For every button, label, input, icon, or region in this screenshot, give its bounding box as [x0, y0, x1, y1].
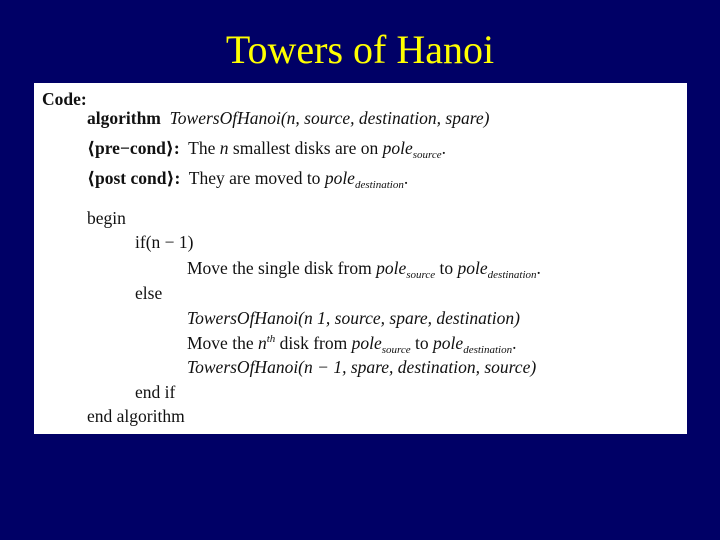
precondition-period: .	[441, 138, 447, 158]
precondition-pole: pole	[382, 138, 413, 158]
move-single-to: to	[439, 258, 454, 278]
postcondition-period: .	[403, 168, 409, 188]
move-nth-subscript-1: source	[381, 344, 411, 356]
if-condition: if(n − 1)	[135, 232, 194, 252]
move-nth-pole-2: pole	[433, 333, 464, 353]
move-single-subscript-1: source	[406, 269, 436, 281]
recursive-call-1: TowersOfHanoi(n 1, source, spare, destination)	[187, 308, 520, 328]
move-single-disk-line	[187, 257, 541, 279]
code-heading: Code:	[42, 89, 87, 109]
move-nth-period: .	[512, 333, 517, 353]
move-single-period: .	[536, 258, 541, 278]
algorithm-signature-line	[87, 107, 490, 129]
move-single-text: Move the single disk from	[187, 258, 372, 278]
end-algorithm-keyword: end algorithm	[87, 406, 185, 426]
move-nth-disk-line	[187, 332, 516, 354]
algorithm-signature: TowersOfHanoi(n, source, destination, spare)	[169, 108, 490, 128]
move-nth-text-1: Move the	[187, 333, 254, 353]
move-nth-text-2: disk from	[279, 333, 348, 353]
move-nth-pole-1: pole	[351, 333, 382, 353]
precondition-line	[87, 137, 446, 159]
slide-title: Towers of Hanoi	[225, 27, 495, 72]
move-single-subscript-2: destination	[487, 269, 537, 281]
postcondition-line	[87, 167, 408, 189]
end-if-keyword: end if	[135, 382, 176, 402]
postcondition-text: They are moved to	[188, 168, 321, 188]
precondition-label: ⟨pre−cond⟩:	[87, 138, 180, 158]
move-nth-n: n	[257, 333, 267, 353]
move-nth-to: to	[415, 333, 429, 353]
algorithm-keyword: algorithm	[87, 108, 161, 128]
move-single-pole-1: pole	[376, 258, 407, 278]
postcondition-label: ⟨post cond⟩:	[87, 168, 181, 188]
precondition-n: n	[219, 138, 229, 158]
else-keyword: else	[135, 283, 163, 303]
postcondition-pole-subscript: destination	[354, 179, 404, 191]
move-nth-subscript-2: destination	[463, 344, 513, 356]
code-panel	[34, 83, 687, 434]
precondition-text-1: The	[188, 138, 216, 158]
move-nth-superscript: th	[266, 333, 276, 345]
begin-keyword: begin	[87, 208, 126, 228]
precondition-pole-subscript: source	[412, 149, 442, 161]
postcondition-pole: pole	[324, 168, 355, 188]
recursive-call-2: TowersOfHanoi(n − 1, spare, destination, source)	[187, 357, 537, 377]
move-single-pole-2: pole	[457, 258, 488, 278]
precondition-text-2: smallest disks are on	[232, 138, 379, 158]
